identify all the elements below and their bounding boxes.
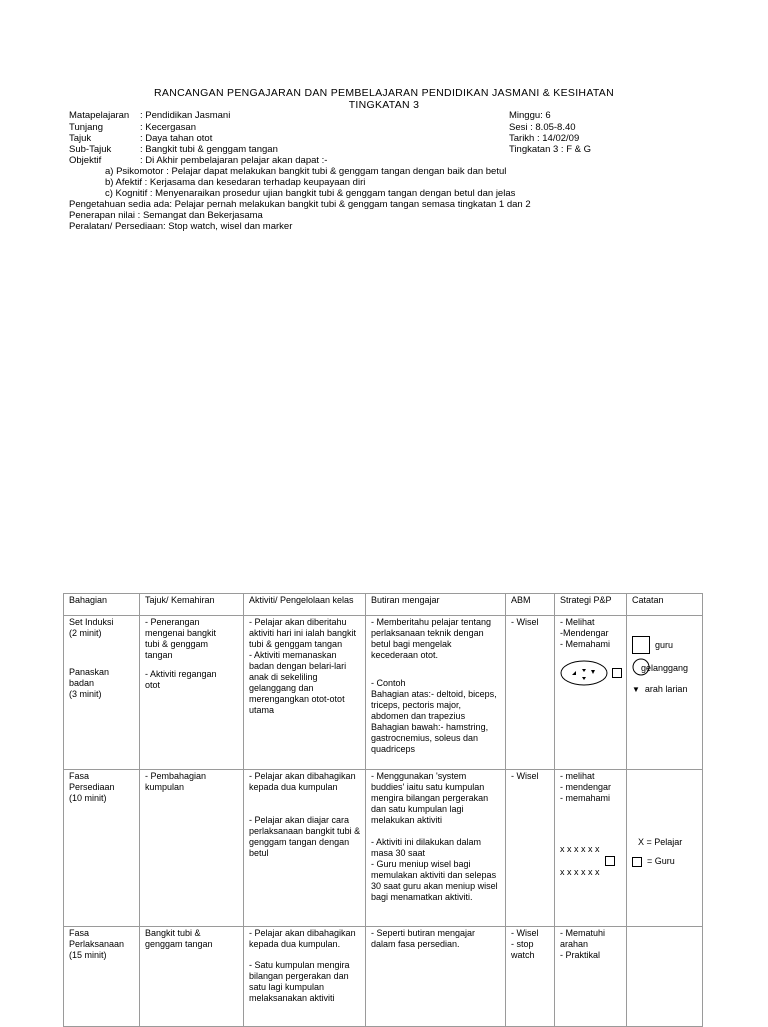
subtajuk-label: Sub-Tajuk xyxy=(69,144,112,155)
court-oval-icon xyxy=(560,660,608,686)
legend-guru xyxy=(632,636,698,654)
row3-strategi: - Mematuhi arahan - Praktikal xyxy=(555,927,627,1027)
guru-square-icon xyxy=(605,856,615,866)
row3-butiran: - Seperti butiran mengajar dalam fasa persedian. xyxy=(366,927,506,1027)
matapelajaran-value: : Pendidikan Jasmani xyxy=(140,110,231,121)
objektif-value: : Di Akhir pembelajaran pelajar akan dapat :- xyxy=(140,155,328,166)
legend-guru-square xyxy=(632,856,698,867)
row1-catatan-cell xyxy=(627,616,703,770)
row1-strategi-cell xyxy=(555,616,627,770)
header-aktiviti: Aktiviti/ Pengelolaan kelas xyxy=(244,594,366,616)
legend-arah-label: arah larian xyxy=(644,684,688,694)
row3-catatan xyxy=(627,927,703,1027)
objective-psikomotor: a) Psikomotor : Pelajar dapat melakukan bangkit tubi & genggam tangan dengan baik dan betul xyxy=(105,166,507,177)
legend-arah xyxy=(632,684,698,695)
court-diagram xyxy=(560,660,622,686)
row2-aktiviti-diajar: - Pelajar akan diajar cara perlaksanaan bangkit tubi & genggam tangan dengan betul xyxy=(249,815,361,858)
formation-row-1: x x x x x x xyxy=(560,844,600,854)
minggu: Minggu: 6 xyxy=(509,110,551,121)
header-butiran: Butiran mengajar xyxy=(366,594,506,616)
objektif-label: Objektif xyxy=(69,155,102,166)
row2-aktiviti-bahagi: - Pelajar akan dibahagikan kepada dua kumpulan xyxy=(249,771,356,792)
penerapan-nilai: Penerapan nilai : Semangat dan Bekerjasama xyxy=(69,210,263,221)
row1-bahagian-set-induksi: Set Induksi (2 minit) xyxy=(69,617,114,638)
header-strategi: Strategi P&P xyxy=(555,594,627,616)
table-header-row xyxy=(64,594,703,616)
row3-tajuk: Bangkit tubi & genggam tangan xyxy=(140,927,244,1027)
sesi: Sesi : 8.05-8.40 xyxy=(509,122,576,133)
tunjang-value: : Kecergasan xyxy=(140,122,196,133)
table-row xyxy=(64,616,703,770)
row1-strategi: - Melihat -Mendengar - Memahami xyxy=(560,617,611,649)
square-icon xyxy=(632,636,650,654)
row2-butiran-buddies: - Menggunakan 'system buddies' iaitu satu kumpulan mengira bilangan pergerakan dan satu kumpulan lagi melakukan aktiviti xyxy=(371,771,489,825)
row3-abm: - Wisel - stop watch xyxy=(506,927,555,1027)
lesson-info xyxy=(0,110,768,235)
row1-butiran-cell xyxy=(366,616,506,770)
row2-abm: - Wisel xyxy=(506,770,555,927)
row2-strategi-cell xyxy=(555,770,627,927)
subtajuk-value: : Bangkit tubi & genggam tangan xyxy=(140,144,278,155)
row2-catatan-cell xyxy=(627,770,703,927)
row1-bahagian-cell xyxy=(64,616,140,770)
arrow-down-icon: ▼ xyxy=(632,685,640,694)
lesson-table xyxy=(63,593,703,1027)
row1-tajuk-cell xyxy=(140,616,244,770)
peralatan-persediaan: Peralatan/ Persediaan: Stop watch, wisel dan marker xyxy=(69,221,293,232)
table-row xyxy=(64,927,703,1027)
row3-bahagian: Fasa Perlaksanaan (15 minit) xyxy=(64,927,140,1027)
header-catatan: Catatan xyxy=(627,594,703,616)
row3-aktiviti-mengira: - Satu kumpulan mengira bilangan pergerakan dan satu lagi kumpulan melaksanakan aktiviti xyxy=(249,960,350,1003)
legend-gelanggang-label: gelanggang xyxy=(641,662,689,673)
document-subtitle: TINGKATAN 3 xyxy=(348,99,420,111)
legend-pelajar: X = Pelajar xyxy=(638,837,683,847)
row2-tajuk: - Pembahagian kumpulan xyxy=(140,770,244,927)
header-tajuk: Tajuk/ Kemahiran xyxy=(140,594,244,616)
pengetahuan-sedia-ada: Pengetahuan sedia ada: Pelajar pernah melakukan bangkit tubi & genggam tangan semasa tingkatan 1 dan 2 xyxy=(69,199,531,210)
row1-butiran-memberitahu: - Memberitahu pelajar tentang perlaksanaan teknik dengan betul bagi mengelak kecederaan otot. xyxy=(371,617,492,660)
row2-bahagian: Fasa Persediaan (10 minit) xyxy=(64,770,140,927)
legend-gelanggang xyxy=(632,658,698,678)
row1-aktiviti: - Pelajar akan diberitahu aktiviti hari ini ialah bangkit tubi & genggam tangan - Aktiviti memanaskan badan dengan belari-lari anak di sekeliling gelanggang dan merengangkan otot-otot utama xyxy=(244,616,366,770)
row2-strategi: - melihat - mendengar - memahami xyxy=(560,771,612,803)
tingkatan: Tingkatan 3 : F & G xyxy=(509,144,592,155)
objective-afektif: b) Afektif : Kerjasama dan kesedaran terhadap keupayaan diri xyxy=(105,177,366,188)
tunjang-label: Tunjang xyxy=(69,122,103,133)
tarikh: Tarikh : 14/02/09 xyxy=(509,133,580,144)
square-icon xyxy=(632,857,642,867)
row1-butiran-contoh: - Contoh Bahagian atas:- deltoid, biceps, triceps, pectoris major, abdomen dan trapezius Bahagian bawah:- hamstring, gastrocnemius, soleus dan quadriceps xyxy=(371,678,497,754)
legend-guru-label: guru xyxy=(655,639,674,650)
row3-aktiviti-bahagi: - Pelajar akan dibahagikan kepada dua kumpulan. xyxy=(249,928,356,949)
matapelajaran-label: Matapelajaran xyxy=(69,110,130,121)
tajuk-label: Tajuk xyxy=(69,133,92,144)
formation-row-2: x x x x x x xyxy=(560,867,600,877)
row1-tajuk-regangan: - Aktiviti regangan otot xyxy=(145,669,217,690)
row1-abm: - Wisel xyxy=(506,616,555,770)
header-abm: ABM xyxy=(506,594,555,616)
row2-butiran-cell xyxy=(366,770,506,927)
legend-guru-square-label: = Guru xyxy=(647,856,675,866)
row3-aktiviti-cell xyxy=(244,927,366,1027)
row2-aktiviti-cell xyxy=(244,770,366,927)
tajuk-value: : Daya tahan otot xyxy=(140,133,213,144)
guru-square-icon xyxy=(612,668,622,678)
row1-bahagian-panaskan: Panaskan badan (3 minit) xyxy=(69,667,110,699)
document-title: RANCANGAN PENGAJARAN DAN PEMBELAJARAN PENDIDIKAN JASMANI & KESIHATAN xyxy=(154,87,614,99)
header-bahagian: Bahagian xyxy=(64,594,140,616)
table-row xyxy=(64,770,703,927)
row1-tajuk-penerangan: - Penerangan mengenai bangkit tubi & genggam tangan xyxy=(145,617,217,660)
objective-kognitif: c) Kognitif : Menyenaraikan prosedur ujian bangkit tubi & genggam tangan dengan betul dan jelas xyxy=(105,188,516,199)
row2-butiran-aktiviti: - Aktiviti ini dilakukan dalam masa 30 saat - Guru meniup wisel bagi memulakan aktiviti dan selepas 30 saat guru akan meniup wisel bagi menamatkan aktiviti. xyxy=(371,837,498,902)
